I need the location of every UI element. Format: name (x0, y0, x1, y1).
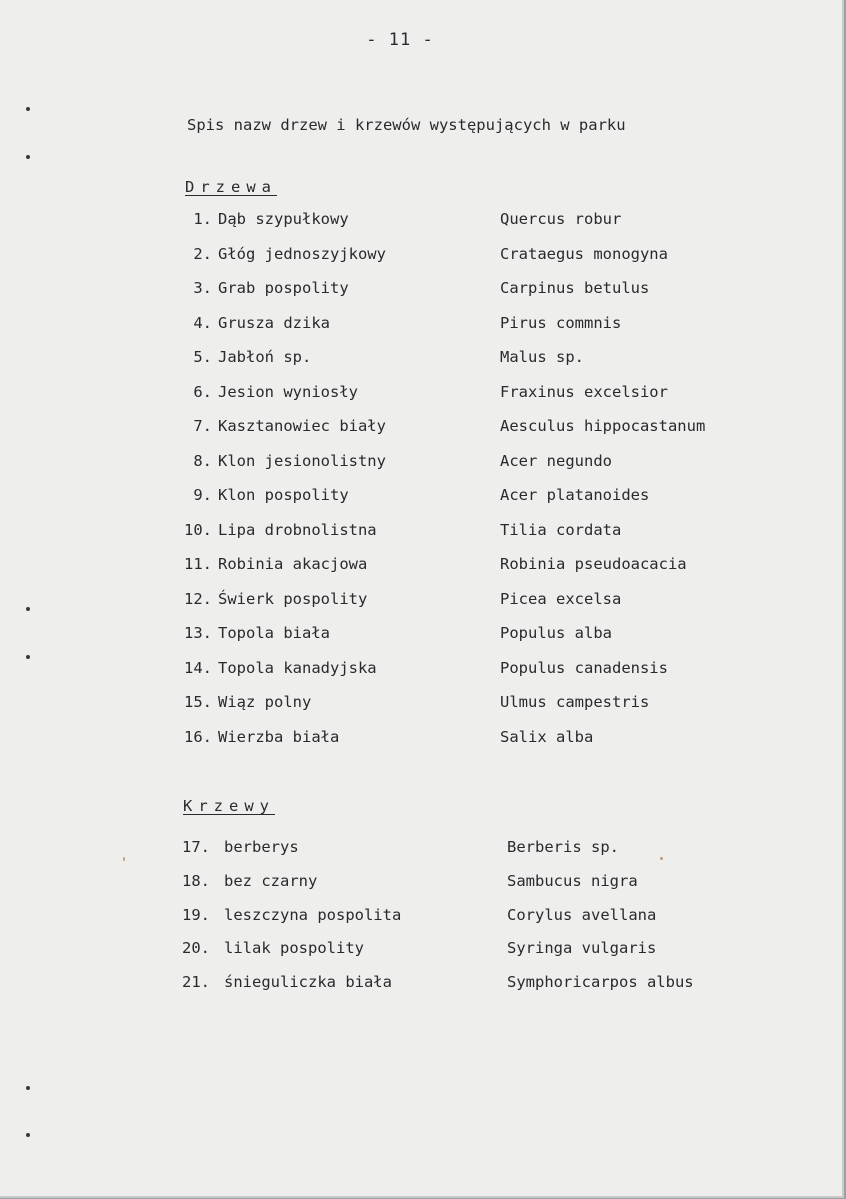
item-number: 9. (193, 486, 212, 504)
polish-name: Kasztanowiec biały (218, 417, 386, 435)
list-item (0, 486, 842, 521)
latin-name: Berberis sp. (507, 838, 619, 856)
polish-name: Świerk pospolity (218, 589, 368, 608)
list-item (0, 314, 842, 349)
latin-name: Corylus avellana (507, 905, 657, 924)
list-item (0, 659, 842, 694)
latin-name: Salix alba (500, 727, 594, 746)
item-number: 19. (182, 905, 210, 924)
latin-name: Acer platanoides (500, 486, 650, 504)
list-item (0, 973, 842, 1007)
list-item (0, 348, 842, 383)
item-number: 14. (184, 658, 212, 677)
polish-name: Lipa drobnolistna (218, 520, 377, 539)
item-number: 21. (182, 973, 210, 992)
latin-name: Syringa vulgaris (507, 939, 657, 958)
list-item (0, 590, 842, 625)
item-number: 8. (193, 451, 212, 470)
list-item (0, 210, 842, 245)
list-item (0, 279, 842, 314)
list-item (0, 245, 842, 280)
list-item (0, 906, 842, 940)
polish-name: Głóg jednoszyjkowy (218, 244, 386, 263)
list-item (0, 939, 842, 973)
list-item (0, 417, 842, 452)
list-item (0, 838, 842, 872)
polish-name: Topola biała (218, 624, 330, 642)
item-number: 6. (193, 382, 212, 401)
polish-name: Robinia akacjowa (218, 555, 368, 573)
list-item (0, 452, 842, 487)
item-number: 1. (193, 210, 212, 228)
item-number: 16. (184, 727, 212, 746)
binder-hole-mark (26, 1133, 30, 1137)
polish-name: Grab pospolity (218, 279, 349, 297)
polish-name: Grusza dzika (218, 313, 330, 332)
item-number: 3. (193, 279, 212, 297)
list-item (0, 693, 842, 728)
list-item (0, 521, 842, 556)
item-number: 13. (184, 624, 212, 642)
polish-name: Topola kanadyjska (218, 658, 377, 677)
binder-hole-mark (26, 155, 30, 159)
list-item (0, 555, 842, 590)
latin-name: Fraxinus excelsior (500, 382, 668, 401)
polish-name: bez czarny (224, 871, 318, 890)
item-number: 7. (193, 417, 212, 435)
list-item (0, 624, 842, 659)
item-number: 11. (184, 555, 212, 573)
latin-name: Robinia pseudoacacia (500, 555, 687, 573)
binder-hole-mark (26, 1086, 30, 1090)
latin-name: Quercus robur (500, 210, 622, 228)
list-item (0, 728, 842, 763)
item-number: 20. (182, 939, 210, 958)
polish-name: śnieguliczka biała (224, 973, 392, 992)
list-item (0, 383, 842, 418)
section-heading-shrubs: Krzewy (183, 797, 275, 815)
polish-name: Wiąz polny (218, 693, 312, 711)
page-number: - 11 - (366, 30, 434, 50)
item-number: 18. (182, 871, 210, 890)
item-number: 17. (182, 838, 210, 856)
polish-name: Jabłoń sp. (218, 348, 312, 366)
polish-name: Wierzba biała (218, 727, 340, 746)
item-number: 5. (193, 348, 212, 366)
polish-name: leszczyna pospolita (224, 905, 402, 924)
item-number: 12. (184, 589, 212, 608)
item-number: 15. (184, 693, 212, 711)
latin-name: Acer negundo (500, 451, 612, 470)
latin-name: Malus sp. (500, 348, 584, 366)
polish-name: Klon jesionolistny (218, 451, 386, 470)
binder-hole-mark (26, 107, 30, 111)
latin-name: Pirus commnis (500, 313, 622, 332)
latin-name: Tilia cordata (500, 520, 622, 539)
latin-name: Ulmus campestris (500, 693, 650, 711)
latin-name: Populus alba (500, 624, 612, 642)
polish-name: Dąb szypułkowy (218, 210, 349, 228)
item-number: 10. (184, 520, 212, 539)
document-title: Spis nazw drzew i krzewów występujących w parku (187, 116, 626, 134)
latin-name: Symphoricarpos albus (507, 973, 694, 992)
latin-name: Populus canadensis (500, 658, 668, 677)
shrubs-list (0, 838, 842, 1007)
list-item (0, 872, 842, 906)
polish-name: Jesion wyniosły (218, 382, 358, 401)
polish-name: lilak pospolity (224, 939, 364, 958)
latin-name: Aesculus hippocastanum (500, 417, 706, 435)
item-number: 4. (193, 313, 212, 332)
section-heading-trees: Drzewa (185, 178, 277, 196)
trees-list (0, 210, 842, 762)
polish-name: Klon pospolity (218, 486, 349, 504)
latin-name: Sambucus nigra (507, 871, 638, 890)
item-number: 2. (193, 244, 212, 263)
latin-name: Crataegus monogyna (500, 244, 668, 263)
latin-name: Carpinus betulus (500, 279, 650, 297)
latin-name: Picea excelsa (500, 589, 622, 608)
polish-name: berberys (224, 838, 299, 856)
